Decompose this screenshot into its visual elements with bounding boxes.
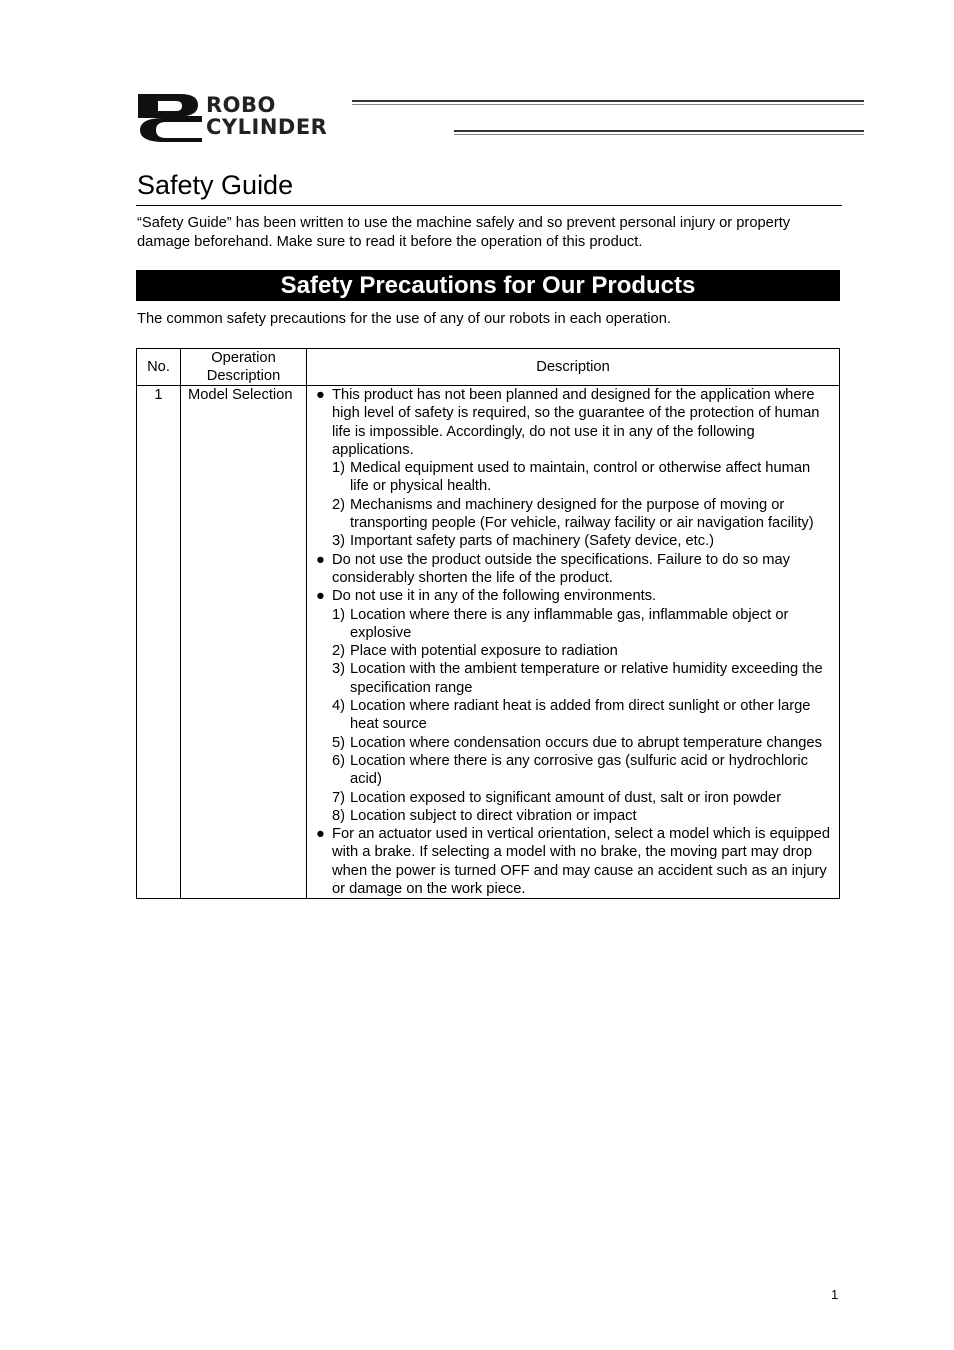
table-header-row (137, 349, 840, 386)
safety-table (136, 348, 840, 899)
bullet-mark: ● (316, 387, 325, 403)
header-rule-bottom (454, 130, 864, 132)
sub-item (316, 606, 833, 643)
logo-line-cylinder: CYLINDER (206, 115, 328, 139)
sub-item (316, 459, 833, 496)
bullet-item (316, 386, 833, 459)
sub-num: 1) (332, 606, 346, 623)
header-operation: Operation Description (181, 349, 307, 386)
sub-num: 2) (332, 643, 346, 660)
intro-paragraph: “Safety Guide” has been written to use the machine safely and so prevent personal injury or property damage beforehand. Make sure to read it before the operation of this product. (137, 215, 791, 250)
sub-item (316, 697, 833, 734)
bullet-mark: ● (316, 551, 325, 568)
sub-num: 7) (332, 789, 346, 806)
title-underline (136, 205, 842, 206)
sub-num: 8) (332, 807, 346, 824)
header (136, 92, 864, 142)
sub-num: 3) (332, 661, 346, 678)
sub-num: 6) (332, 752, 346, 769)
bullet-item (316, 587, 833, 605)
bullet-text: This product has not been planned and designed for the application where high level of safety is required, so the guarantee of the protection of human life is impossible. Accordingly, do not use it in any of the following applications. (332, 387, 820, 458)
section-lead: The common safety precautions for the use of any of our robots in each operation. (137, 311, 671, 327)
sub-text: Location where radiant heat is added from direct sunlight or other large heat source (350, 698, 811, 733)
sub-text: Location subject to direct vibration or impact (350, 807, 637, 824)
sub-num: 2) (332, 496, 346, 513)
bullet-item (316, 825, 833, 898)
sub-text: Location where condensation occurs due to abrupt temperature changes (350, 734, 822, 751)
page-title: Safety Guide (137, 170, 294, 200)
sub-text: Mechanisms and machinery designed for the purpose of moving or transporting people (For vehicle, railway facility or air navigation facility) (350, 496, 814, 532)
row-operation: Model Selection (181, 386, 307, 899)
row-no: 1 (137, 386, 181, 899)
bullet-text: For an actuator used in vertical orientation, select a model which is equipped with a brake. If selecting a model with no brake, the moving part may drop when the power is turned OFF and may cause an accident such as an injury or damage on the work piece. (332, 826, 831, 898)
header-description: Description (307, 349, 840, 386)
sub-text: Location exposed to significant amount of dust, salt or iron powder (350, 789, 782, 806)
sub-item (316, 660, 833, 697)
row-description (307, 386, 840, 899)
logo-wordmark (206, 94, 327, 138)
bullet-mark: ● (316, 826, 325, 843)
logo-line-robo: ROBO (206, 93, 276, 117)
sub-item (316, 752, 833, 789)
sub-num: 4) (332, 698, 346, 715)
header-rule-top-thin (352, 104, 864, 105)
section-banner: Safety Precautions for Our Products (136, 270, 840, 301)
sub-item (316, 496, 833, 533)
rc-logo-icon (136, 92, 206, 142)
sub-text: Location with the ambient temperature or relative humidity exceeding the specification range (350, 661, 823, 696)
bullet-text: Do not use it in any of the following environments. (332, 588, 657, 605)
sub-num: 5) (332, 734, 346, 751)
sub-text: Location where there is any inflammable gas, inflammable object or explosive (350, 606, 789, 641)
sub-text: Medical equipment used to maintain, control or otherwise affect human life or physical health. (350, 460, 811, 495)
sub-num: 1) (332, 460, 346, 477)
sub-item (316, 734, 833, 752)
table-row (137, 386, 840, 899)
header-rule-top (352, 100, 864, 102)
bullet-text: Do not use the product outside the specifications. Failure to do so may considerably shorten the life of the product. (332, 551, 791, 586)
sub-item (316, 789, 833, 807)
header-rule-bottom-thin (454, 134, 864, 135)
sub-item (316, 532, 833, 550)
header-no: No. (137, 349, 181, 386)
sub-item (316, 807, 833, 825)
page-number: 1 (831, 1287, 839, 1302)
sub-text: Place with potential exposure to radiation (350, 643, 618, 660)
bullet-item (316, 551, 833, 588)
bullet-mark: ● (316, 588, 325, 605)
sub-text: Important safety parts of machinery (Safety device, etc.) (350, 533, 715, 550)
sub-num: 3) (332, 533, 346, 550)
sub-item (316, 642, 833, 660)
sub-text: Location where there is any corrosive gas (sulfuric acid or hydrochloric acid) (350, 752, 808, 788)
